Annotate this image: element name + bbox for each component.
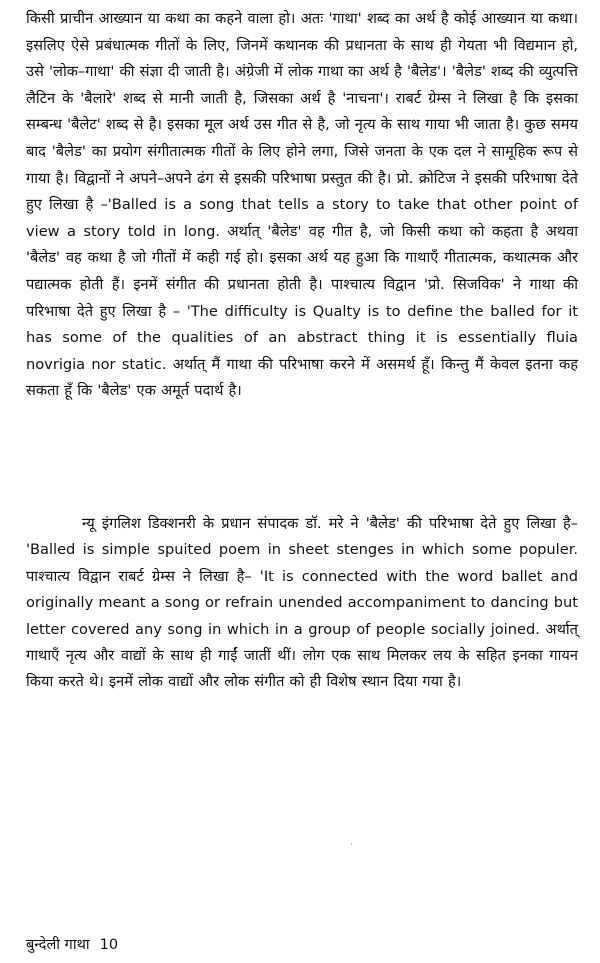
footer-page-number: 10 xyxy=(99,937,119,953)
body-paragraph-2: न्यू इंगलिश डिक्शनरी के प्रधान संपादक डॉ. मरे ने 'बैलेड' की परिभाषा देते हुए लिखा है– 'Balled is simple spuited poem in sheet stenges in which some populer. पाश्चात्य विद्वान राबर्ट ग्रेम्स ने लिखा है– 'It is connected with the word ballet and originally meant a song or refrain unended accompaniment to dancing but letter covered any song in which in a group of people socially joined. अर्थात् गाथाएँ नृत्य और वाद्यों के साथ ही गाईं जातीं थीं। लोग एक साथ मिलकर लय के सहित इनका गायन किया करते थे। इनमें लोक वाद्यों और लोक संगीत को ही विशेष स्थान दिया गया है। xyxy=(26,515,578,691)
scan-speck xyxy=(351,843,352,845)
body-paragraph-1: किसी प्राचीन आख्यान या कथा का कहने वाला हो। अतः 'गाथा' शब्द का अर्थ है कोई आख्यान या कथा। इसलिए ऐसे प्रबंधात्मक गीतों के लिए, जिनमें कथानक की प्रधानता के साथ ही गेयता भी विद्यमान हो, उसे 'लोक–गाथा' की संज्ञा दी जाती है। अंग्रेजी में लोक गाथा का अर्थ है 'बैलेड'। 'बैलेड' शब्द की व्युत्पत्ति लैटिन के 'बैलारे' शब्द से मानी जाती है, जिसका अर्थ है 'नाचना'। राबर्ट ग्रेम्स ने लिखा है कि इसका सम्बन्ध 'बैलेट' शब्द से है। इसका मूल अर्थ उस गीत से है, जो नृत्य के साथ गाया भी जाता है। कुछ समय बाद 'बैलेड' का प्रयोग संगीतात्मक गीतों के लिए होने लगा, जिसे जनता के एक दल ने सामूहिक रूप से गाया है। विद्वानों ने अपने–अपने ढंग से इसकी परिभाषा प्रस्तुत की है। प्रो. क्रोटिज ने इसकी परिभाषा देते हुए लिखा है –'Balled is a song that tells a story to take that other point of view a story told in long. अर्थात् 'बैलेड' वह गीत है, जो किसी कथा को कहता है अथवा 'बैलेड' वह कथा है जो गीतों में कही गई हो। इसका अर्थ यह हुआ कि गाथाएँ गीतात्मक, कथात्मक और पद्यात्मक होती हैं। इनमें संगीत की प्रधानता होती है। पाश्चात्य विद्वान 'प्रो. सिजविक' ने गाथा की परिभाषा देते हुए लिखा है – 'The difficulty is Qualty is to define the balled for it has some of the qualities of an abstract thing it is essentially fluia novrigia nor static. अर्थात् मैं गाथा की परिभाषा करने में असमर्थ हूँ। किन्तु मैं केवल इतना कह सकता हूँ कि 'बैलेड' एक अमूर्त पदार्थ है। xyxy=(26,10,578,400)
footer-book-title: बुन्देली गाथा xyxy=(26,937,90,953)
page-footer xyxy=(26,935,118,955)
